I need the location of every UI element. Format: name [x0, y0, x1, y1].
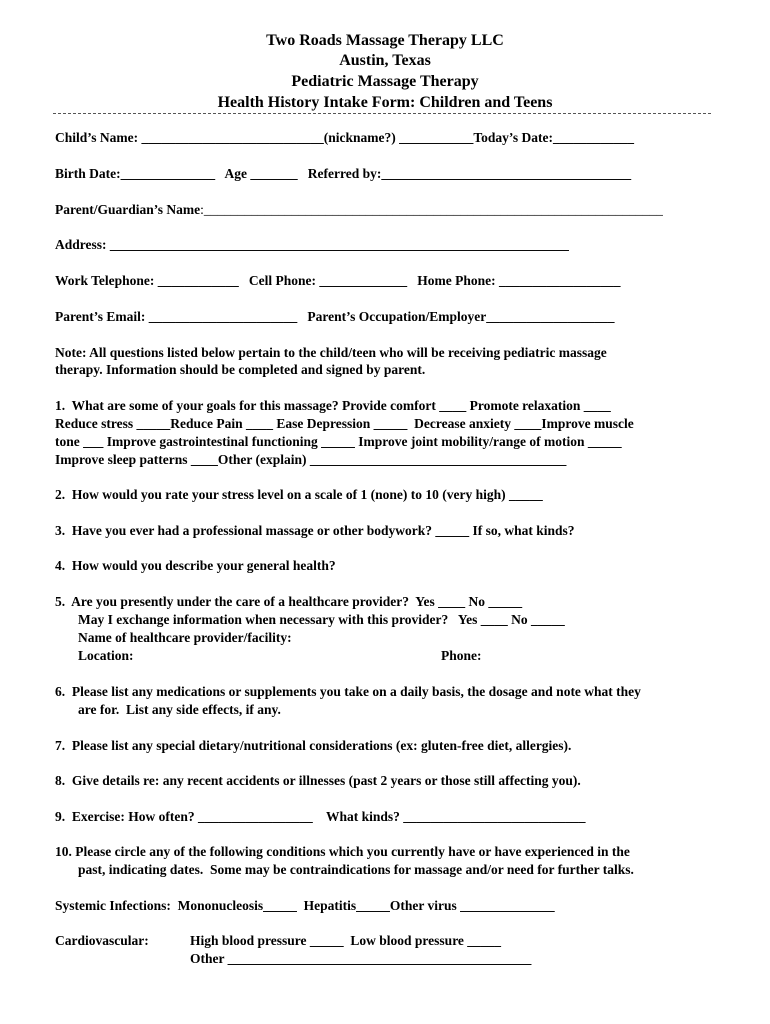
- question-2[interactable]: 2. How would you rate your stress level on a scale of 1 (none) to 10 (very high) _____: [55, 487, 543, 502]
- question-6-line-1: 6. Please list any medications or supplements you take on a daily basis, the dosage and note what they: [55, 684, 641, 699]
- question-5-phone: Phone:: [441, 648, 482, 663]
- cardiovascular-line-2[interactable]: Other _____________________________________________: [190, 951, 532, 966]
- question-8: 8. Give details re: any recent accidents or illnesses (past 2 years or those still affecting you).: [55, 773, 581, 788]
- question-6-line-2: are for. List any side effects, if any.: [78, 702, 281, 717]
- business-name: Two Roads Massage Therapy LLC: [266, 32, 504, 49]
- cardiovascular-line-1[interactable]: High blood pressure _____ Low blood pressure _____: [190, 933, 502, 948]
- service-title: Pediatric Massage Therapy: [291, 73, 479, 90]
- address-field[interactable]: Address: ____________________________________________________________________: [55, 237, 569, 252]
- question-7: 7. Please list any special dietary/nutritional considerations (ex: gluten-free diet, allergies).: [55, 738, 572, 753]
- question-5-line-3: Name of healthcare provider/facility:: [78, 630, 292, 645]
- question-4: 4. How would you describe your general health?: [55, 558, 336, 573]
- parent-guardian-field[interactable]: [55, 201, 663, 219]
- question-1-line-3[interactable]: tone ___ Improve gastrointestinal functioning _____ Improve joint mobility/range of motion _____: [55, 434, 622, 449]
- question-5-line-2[interactable]: May I exchange information when necessary with this provider? Yes ____ No _____: [78, 612, 565, 627]
- child-name-field[interactable]: Child’s Name: ___________________________(nickname?) ___________Today’s Date:____________: [55, 130, 634, 145]
- email-occupation-field[interactable]: Parent’s Email: ______________________ Parent’s Occupation/Employer___________________: [55, 309, 615, 324]
- question-5-line-1[interactable]: 5. Are you presently under the care of a healthcare provider? Yes ____ No _____: [55, 594, 523, 609]
- question-1-line-2[interactable]: Reduce stress _____Reduce Pain ____ Ease Depression _____ Decrease anxiety ____Improve muscle: [55, 416, 634, 431]
- question-1-line-1[interactable]: 1. What are some of your goals for this massage? Provide comfort ____ Promote relaxation ____: [55, 398, 611, 413]
- parent-guardian-line[interactable]: :____________________________________________________________________: [200, 202, 663, 217]
- business-location: Austin, Texas: [339, 52, 431, 69]
- note-line-2: therapy. Information should be completed and signed by parent.: [55, 362, 426, 377]
- phone-fields[interactable]: Work Telephone: ____________ Cell Phone: _____________ Home Phone: __________________: [55, 273, 621, 288]
- question-3[interactable]: 3. Have you ever had a professional massage or other bodywork? _____ If so, what kinds?: [55, 523, 575, 538]
- birth-date-field[interactable]: Birth Date:______________ Age _______ Referred by:_____________________________________: [55, 166, 632, 181]
- question-5-location: Location:: [78, 648, 134, 663]
- question-1-line-4[interactable]: Improve sleep patterns ____Other (explain) ______________________________________: [55, 452, 567, 467]
- header-divider: [53, 113, 711, 114]
- form-title: Health History Intake Form: Children and Teens: [217, 94, 553, 111]
- question-10-line-2: past, indicating dates. Some may be contraindications for massage and/or need for further talks.: [78, 862, 634, 877]
- question-9[interactable]: 9. Exercise: How often? _________________ What kinds? ___________________________: [55, 809, 586, 824]
- note-line-1: Note: All questions listed below pertain to the child/teen who will be receiving pediatric massage: [55, 345, 607, 360]
- question-10-line-1: 10. Please circle any of the following conditions which you currently have or have experienced in the: [55, 844, 630, 859]
- cardiovascular-label: Cardiovascular:: [55, 933, 149, 948]
- parent-guardian-label: Parent/Guardian’s Name: [55, 202, 201, 217]
- systemic-infections-row[interactable]: Systemic Infections: Mononucleosis_____ Hepatitis_____Other virus ______________: [55, 898, 555, 913]
